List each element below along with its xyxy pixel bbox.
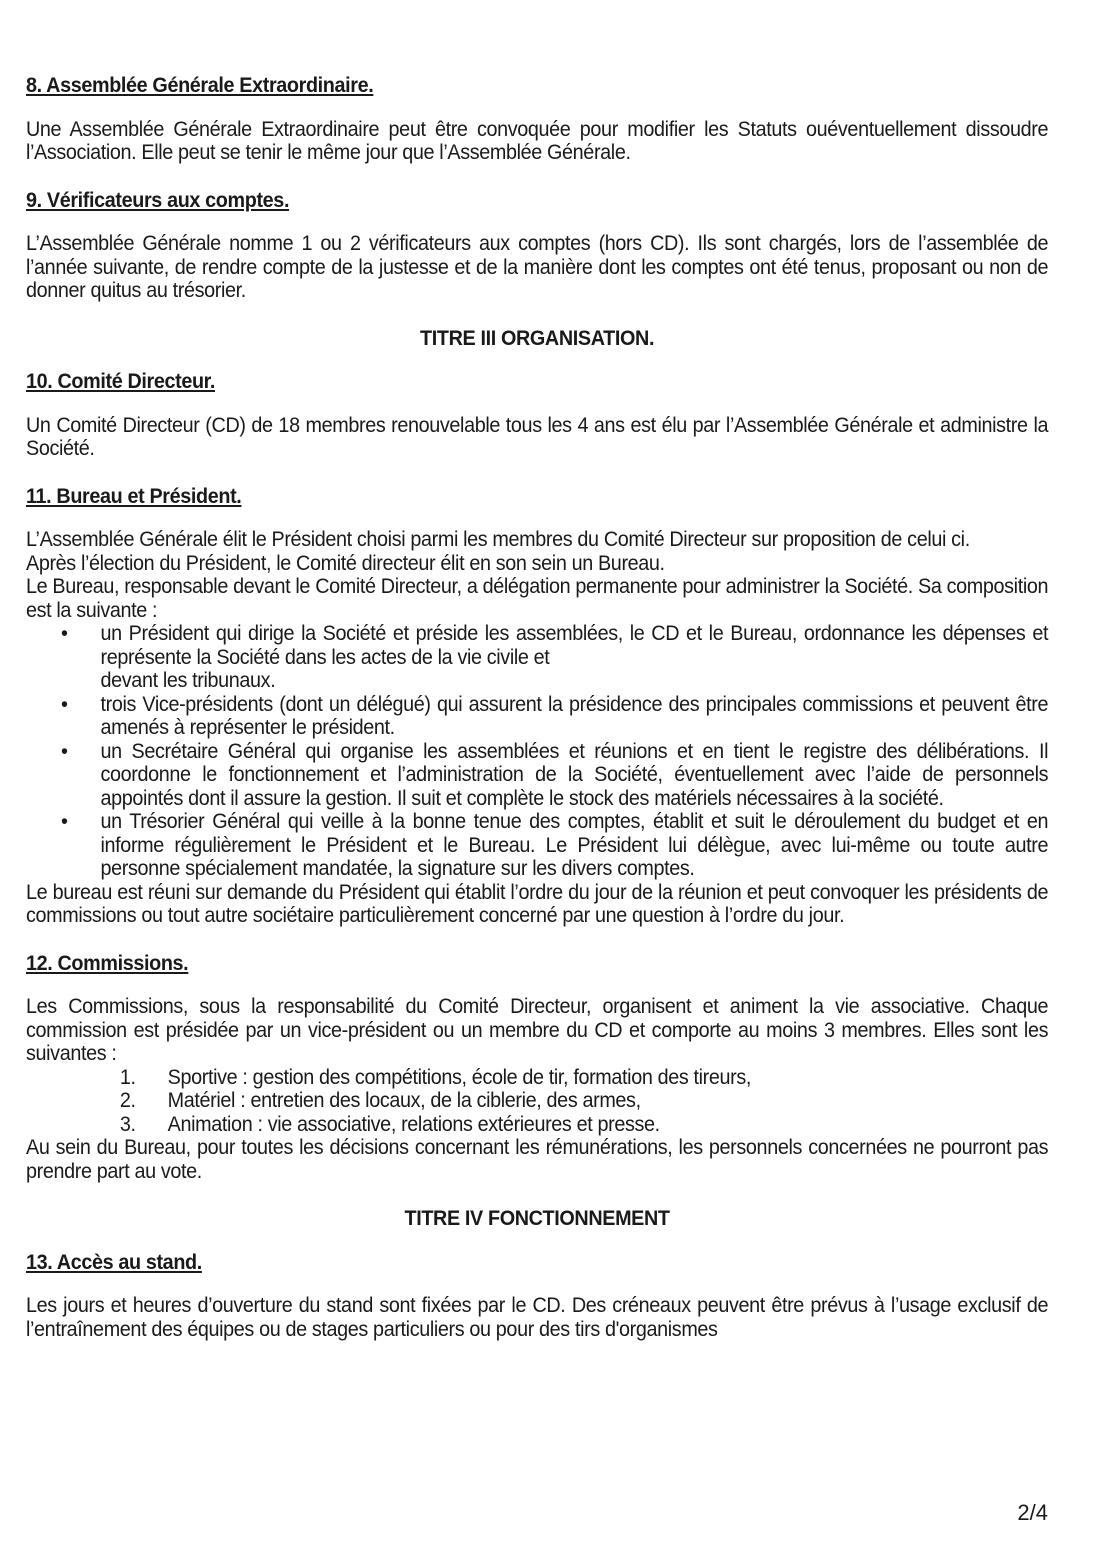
section-11-paragraph-4: Le bureau est réuni sur demande du Président qui établit l’ordre du jour de la réunion et peut convoquer les présidents de commissions ou tout autre sociétaire particulièrement concerné par une question à l’ordre du jour. bbox=[26, 879, 1049, 927]
list-item-text-continued: devant les tribunaux. bbox=[100, 668, 276, 692]
document-page bbox=[26, 74, 1048, 1365]
list-item-secretaire bbox=[26, 740, 1048, 811]
section-11-heading: 11. Bureau et Président. bbox=[26, 483, 242, 508]
page-number: 2/4 bbox=[1017, 1500, 1048, 1525]
bullet-marker: • bbox=[60, 691, 68, 716]
list-item bbox=[26, 1066, 1048, 1090]
bullet-marker: • bbox=[60, 621, 68, 645]
section-8-heading: 8. Assemblée Générale Extraordinaire. bbox=[26, 73, 374, 97]
section-13-heading: 13. Accès au stand. bbox=[26, 1249, 202, 1274]
section-11-paragraph-1: L’Assemblée Générale élit le Président choisi parmi les membres du Comité Directeur sur proposition de celui ci. bbox=[26, 527, 970, 551]
list-item-text: Animation : vie associative, relations extérieures et presse. bbox=[167, 1111, 660, 1136]
list-item bbox=[26, 1113, 1048, 1137]
section-12-paragraph-2: Au sein du Bureau, pour toutes les décisions concernant les rémunérations, les personnels concernées ne pourront pas prendre part au vote. bbox=[26, 1135, 1049, 1183]
list-item-text: un Président qui dirige la Société et préside les assemblées, le CD et le Bureau, ordonnance les dépenses et représente la Société dans les actes de la vie civile et bbox=[100, 621, 1049, 669]
titre-3-heading: TITRE III ORGANISATION. bbox=[420, 325, 655, 350]
section-13 bbox=[26, 1251, 1048, 1342]
section-9-heading: 9. Vérificateurs aux comptes. bbox=[26, 187, 290, 212]
list-number: 3. bbox=[119, 1111, 136, 1136]
bullet-marker: • bbox=[60, 809, 68, 833]
section-10 bbox=[26, 370, 1048, 461]
section-11-paragraph-3: Le Bureau, responsable devant le Comité Directeur, a délégation permanente pour administrer la Société. Sa composition est la suivante : bbox=[26, 574, 1049, 622]
section-11 bbox=[26, 485, 1048, 928]
list-item-text: un Trésorier Général qui veille à la bonne tenue des comptes, établit et suit le déroulement du budget et en informe régulièrement le Président et le Bureau. Le Président lui délègue, avec lui-même ou toute autre personne spécialement mandatée, la signature sur les divers comptes. bbox=[100, 809, 1049, 880]
section-9-paragraph: L’Assemblée Générale nomme 1 ou 2 vérificateurs aux comptes (hors CD). Ils sont chargés, lors de l’assemblée de l’année suivante, de rendre compte de la justesse et de la manière dont les comptes ont été tenus, proposant ou non de donner quitus au trésorier. bbox=[26, 231, 1049, 302]
section-13-paragraph: Les jours et heures d’ouverture du stand sont fixées par le CD. Des créneaux peuvent être prévus à l’usage exclusif de l’entraînement des équipes ou de stages particuliers ou pour des tirs d'organismes bbox=[26, 1293, 1049, 1341]
list-item-tresorier bbox=[26, 810, 1048, 881]
titre-4-heading: TITRE IV FONCTIONNEMENT bbox=[404, 1206, 670, 1230]
list-item-text: Sportive : gestion des compétitions, école de tir, formation des tireurs, bbox=[167, 1064, 752, 1089]
section-12-heading: 12. Commissions. bbox=[26, 950, 189, 975]
section-10-paragraph: Un Comité Directeur (CD) de 18 membres renouvelable tous les 4 ans est élu par l’Assemblée Générale et administre la Société. bbox=[26, 412, 1049, 460]
list-item-text: trois Vice-présidents (dont un délégué) qui assurent la présidence des principales commissions et peuvent être amenés à représenter le président. bbox=[100, 691, 1049, 739]
list-item-president bbox=[26, 622, 1048, 693]
list-item bbox=[26, 1089, 1048, 1113]
bureau-composition-list bbox=[26, 622, 1048, 881]
section-10-heading: 10. Comité Directeur. bbox=[26, 369, 216, 393]
section-12-paragraph-1: Les Commissions, sous la responsabilité du Comité Directeur, organisent et animent la vie associative. Chaque commission est présidée par un vice-président ou un membre du CD et comporte au moins 3 membres. Elles sont les suivantes : bbox=[26, 994, 1049, 1065]
section-11-paragraph-2: Après l’élection du Président, le Comité directeur élit en son sein un Bureau. bbox=[26, 550, 665, 575]
section-9 bbox=[26, 189, 1048, 303]
bullet-marker: • bbox=[60, 738, 68, 763]
list-item-vice-presidents bbox=[26, 693, 1048, 740]
list-item-text: un Secrétaire Général qui organise les assemblées et réunions et en tient le registre des délibérations. Il coordonne le fonctionnement et l’administration de la Société, éventuellement avec l’aide de personnels appointés dont il assure la gestion. Il suit et complète le stock des matériels nécessaires à la société. bbox=[100, 738, 1049, 810]
commissions-list bbox=[26, 1066, 1048, 1137]
list-number: 1. bbox=[119, 1064, 136, 1089]
section-12 bbox=[26, 952, 1048, 1184]
list-item-text: Matériel : entretien des locaux, de la ciblerie, des armes, bbox=[167, 1088, 641, 1112]
list-number: 2. bbox=[119, 1088, 136, 1112]
section-8 bbox=[26, 74, 1048, 165]
section-8-paragraph: Une Assemblée Générale Extraordinaire peut être convoquée pour modifier les Statuts ouéventuellement dissoudre l’Association. Elle peut se tenir le même jour que l’Assemblée Générale. bbox=[26, 116, 1049, 164]
